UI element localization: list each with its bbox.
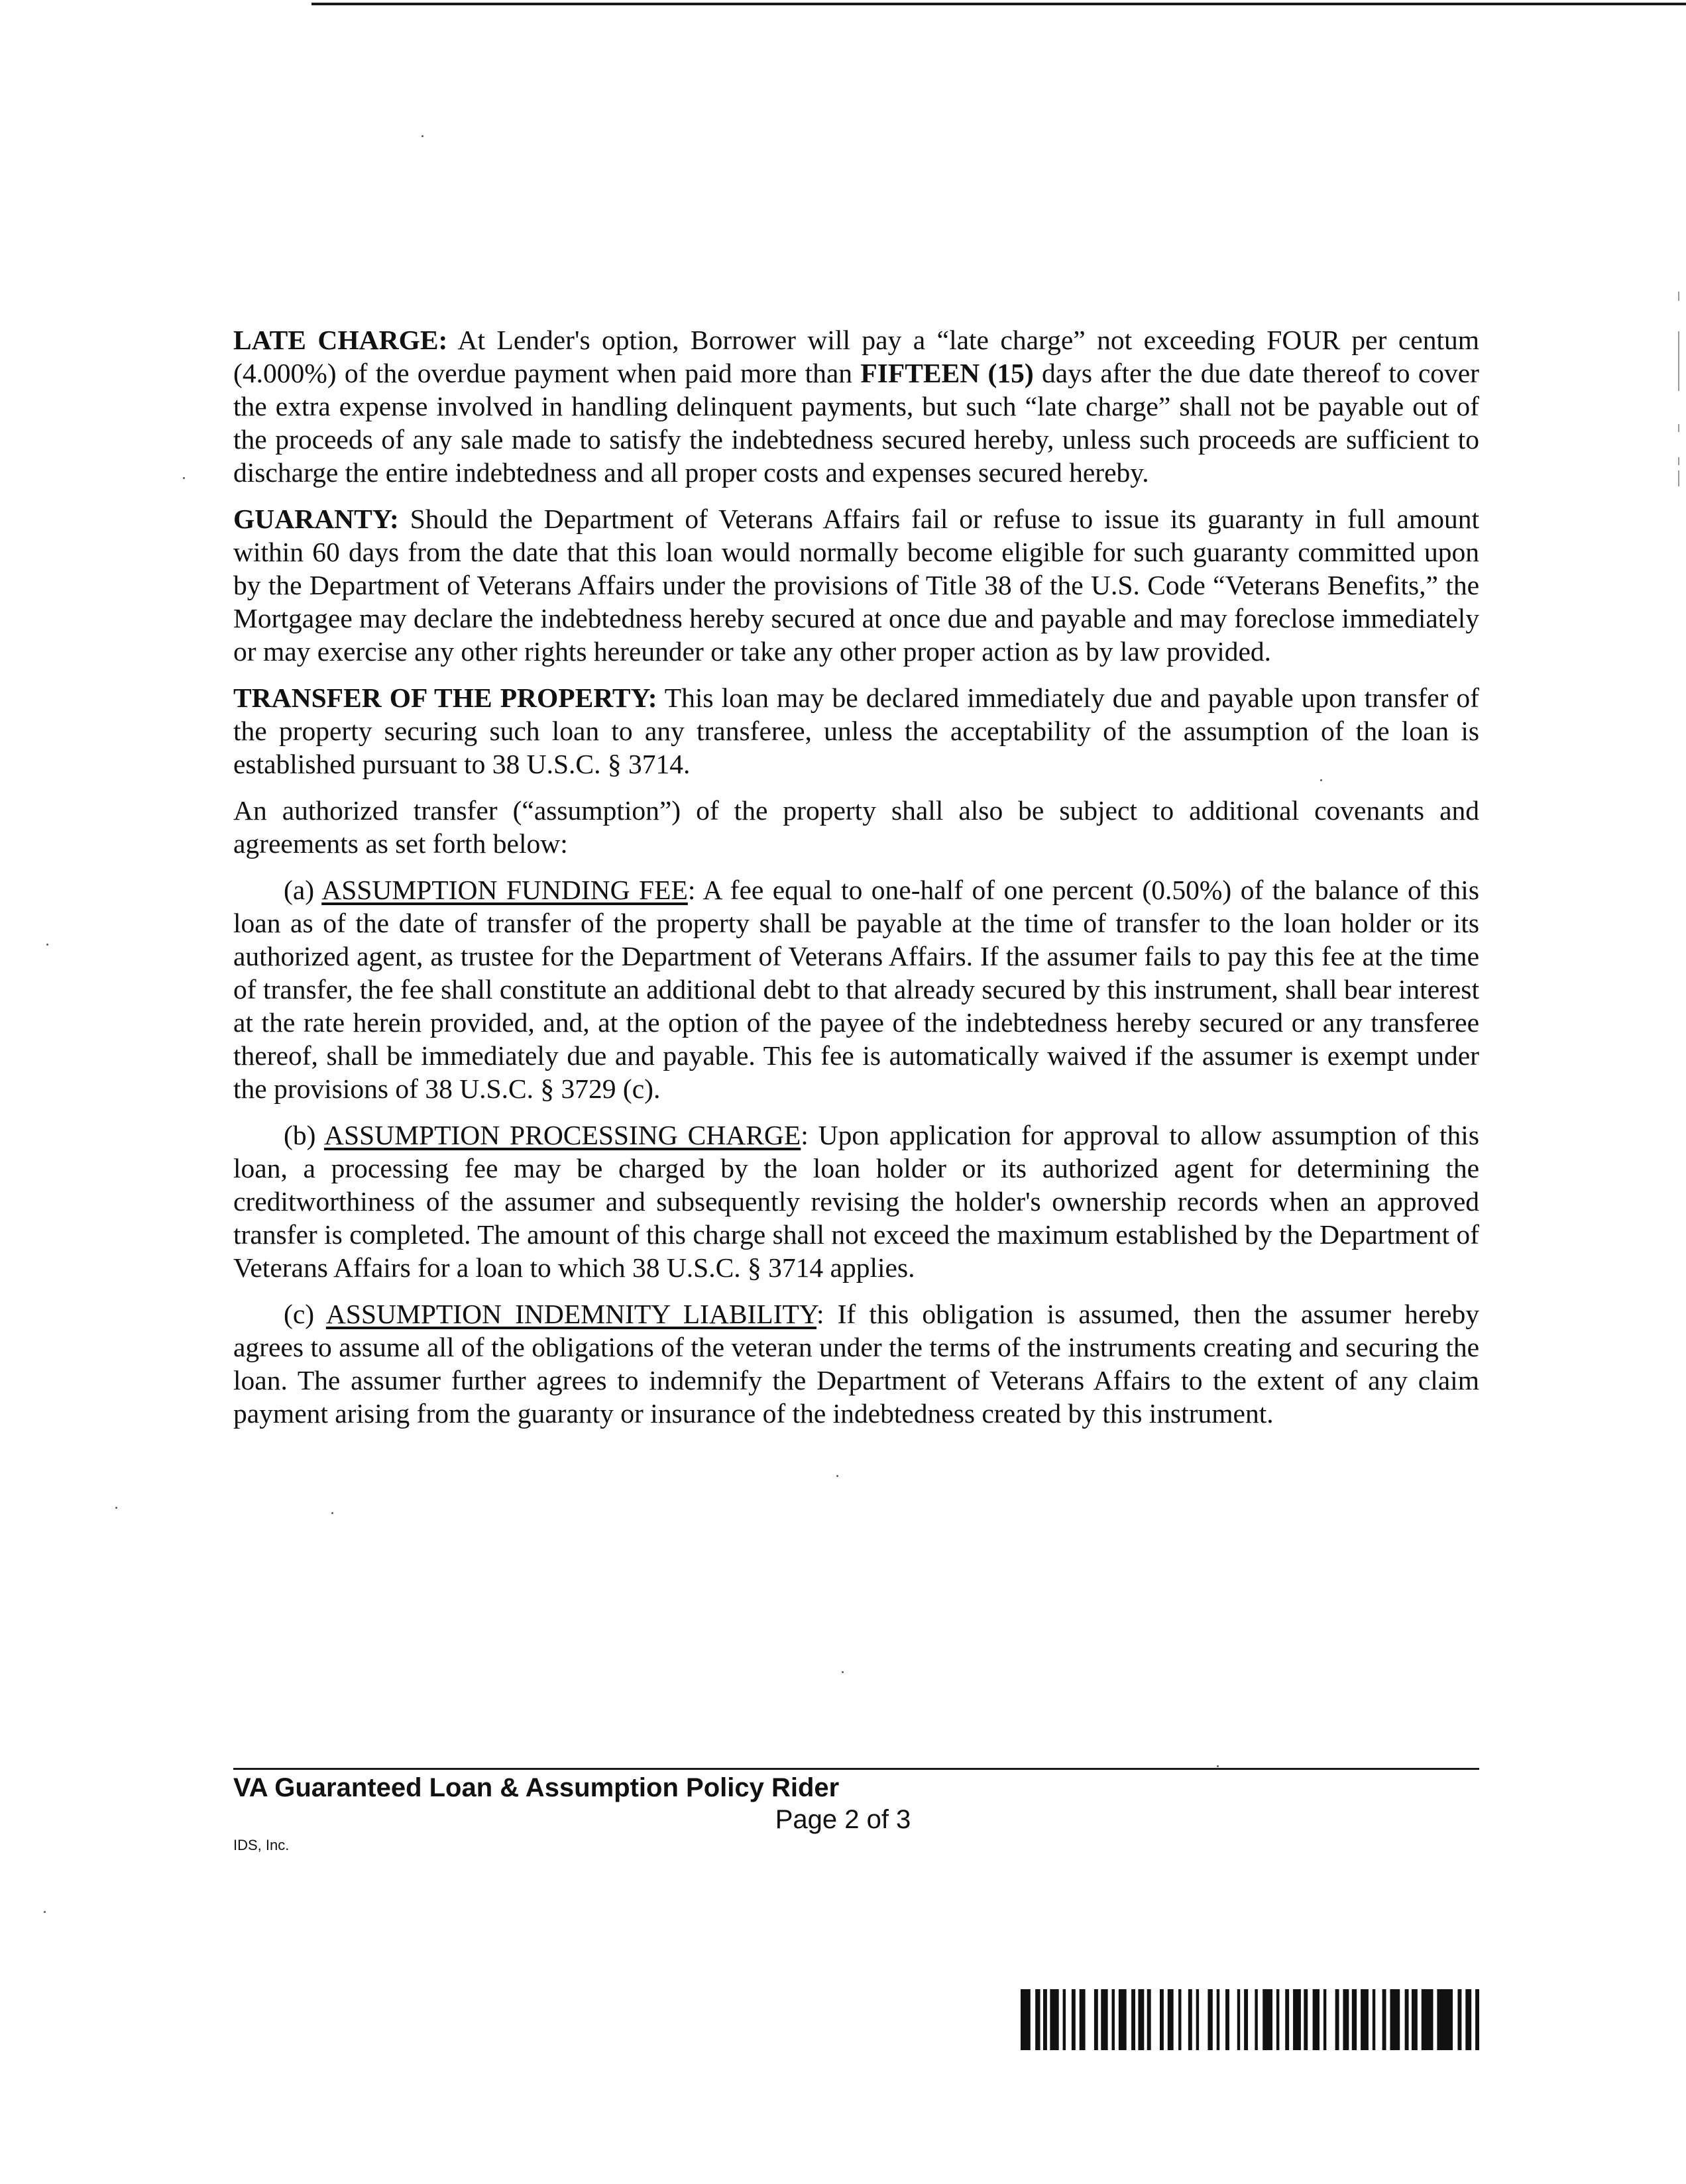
scan-speck [183, 477, 185, 479]
late-charge-paragraph [233, 323, 1479, 489]
clause-text: : Upon application for approval to allow assumption of this loan, a processing fee may be charged by the loan holder or its authorized agent for determining the creditworthiness of the assumer and subsequently revising the holder's ownership records when an approved transfer is completed. The amount of this charge shall not exceed the maximum established by the Department of Veterans Affairs for a loan to which 38 U.S.C. § 3714 applies. [233, 1120, 1479, 1283]
barcode-bar [1361, 1989, 1369, 2050]
late-charge-days: FIFTEEN (15) [860, 358, 1034, 388]
barcode-bar [1119, 1989, 1127, 2050]
barcode-bar [1208, 1989, 1212, 2050]
clause-text: : A fee equal to one-half of one percent (0.50%) of the balance of this loan as of the date of transfer of the property shall be payable at the time of transfer to the loan holder or its authorized agent, as trustee for the Department of Veterans Affairs. If the assumer fails to pay this fee at the time of transfer, the fee shall constitute an additional debt to that already secured by this instrument, shall bear interest at the rate herein provided, and, at the option of the payee of the indebtedness hereby secured or any transferee thereof, shall be immediately due and payable. This fee is automatically waived if the assumer is exempt under the provisions of 38 U.S.C. § 3729 (c). [233, 875, 1479, 1104]
assumption-indemnity-liability-clause [233, 1297, 1479, 1430]
scan-speck [842, 1671, 844, 1673]
barcode-bar [1168, 1989, 1174, 2050]
transfer-heading: TRANSFER OF THE PROPERTY: [233, 682, 657, 713]
scan-edge-mark [1678, 424, 1679, 432]
transfer-paragraph [233, 681, 1479, 781]
assumption-processing-charge-clause [233, 1119, 1479, 1284]
scan-speck [331, 1512, 333, 1514]
barcode-bar [1352, 1989, 1357, 2050]
guaranty-paragraph [233, 502, 1479, 668]
barcode-bar [1382, 1989, 1386, 2050]
footer-company-name: IDS, Inc. [233, 1837, 290, 1853]
barcode-bar [1244, 1989, 1248, 2050]
barcode-bar [1043, 1989, 1047, 2050]
barcode-icon [1021, 1989, 1479, 2050]
footer-page-number: Page 2 of 3 [775, 1805, 911, 1834]
barcode-bar [1072, 1989, 1076, 2050]
scan-speck [422, 135, 423, 137]
barcode-bar [1285, 1989, 1289, 2050]
barcode-bar [1188, 1989, 1192, 2050]
barcode-bar [1293, 1989, 1301, 2050]
scan-speck [836, 1475, 838, 1477]
barcode-bar [1237, 1989, 1240, 2050]
top-border-line [311, 3, 1686, 5]
barcode-bar [1021, 1989, 1031, 2050]
barcode-bar [1112, 1989, 1115, 2050]
scan-edge-mark [1678, 292, 1679, 301]
barcode-bar [1457, 1989, 1461, 2050]
barcode-bar [1465, 1989, 1471, 2050]
barcode-bar [1050, 1989, 1058, 2050]
clause-title: ASSUMPTION PROCESSING CHARGE [323, 1120, 801, 1150]
clause-label: (c) [284, 1299, 326, 1329]
barcode-bar [1422, 1989, 1433, 2050]
late-charge-text: At Lender's option, Borrower will pay a “late charge” not exceeding FOUR per centum (4.000%) of the overdue payment when paid more than [233, 325, 1480, 388]
clause-label: (a) [284, 875, 322, 905]
barcode-bar [1390, 1989, 1400, 2050]
barcode-bar [1063, 1989, 1066, 2050]
assumption-intro-paragraph: An authorized transfer (“assumption”) of the property shall also be subject to additional covenants and agreements as set forth below: [233, 795, 1479, 859]
scan-speck [115, 1507, 117, 1509]
barcode-bar [1437, 1989, 1453, 2050]
late-charge-text-continued: days after the due date thereof to cover the extra expense involved in handling delinquent payments, but such “late charge” shall not be payable out of the proceeds of any sale made to satisfy the indebtedness secured hereby, unless such proceeds are sufficient to discharge the entire indebtedness and all proper costs and expenses secured hereby. [233, 358, 1479, 488]
barcode-bar [1147, 1989, 1151, 2050]
scan-edge-mark [1678, 470, 1679, 486]
guaranty-heading: GUARANTY: [233, 504, 399, 534]
scan-speck [1217, 1765, 1219, 1767]
clause-label: (b) [284, 1120, 324, 1150]
barcode-bar [1475, 1989, 1479, 2050]
barcode-bar [1225, 1989, 1229, 2050]
barcode-bar [1373, 1989, 1375, 2050]
transfer-text: This loan may be declared immediately due and payable upon transfer of the property securing such loan to any transferee, unless the acceptability of the assumption of the loan is established pursuant to 38 U.S.C. § 3714. [233, 682, 1479, 779]
late-charge-heading: LATE CHARGE: [233, 325, 448, 355]
barcode-bar [1412, 1989, 1418, 2050]
barcode-bar [1131, 1989, 1135, 2050]
barcode-bar [1263, 1989, 1272, 2050]
footer-rule [233, 1768, 1479, 1770]
scan-speck [46, 944, 48, 946]
barcode-bar [1313, 1989, 1320, 2050]
scan-speck [44, 1911, 46, 1913]
barcode-bar [1323, 1989, 1326, 2050]
barcode-bar [1276, 1989, 1279, 2050]
rider-body [233, 323, 1479, 1443]
barcode-bar [1335, 1989, 1339, 2050]
clause-title: ASSUMPTION INDEMNITY LIABILITY [325, 1299, 817, 1329]
barcode-bar [1094, 1989, 1098, 2050]
clause-text: : If this obligation is assumed, then the assumer hereby agrees to assume all of the obligations of the veteran under the terms of the instruments creating and securing the loan. The assumer further agrees to indemnify the Department of Veterans Affairs to the extent of any claim payment arising from the guaranty or insurance of the indebtedness created by this instrument. [233, 1299, 1479, 1429]
barcode-bar [1304, 1989, 1308, 2050]
barcode-bar [1160, 1989, 1164, 2050]
barcode-bar [1405, 1989, 1409, 2050]
footer-document-title: VA Guaranteed Loan & Assumption Policy Rider [233, 1773, 840, 1802]
barcode-bar [1255, 1989, 1257, 2050]
barcode-bar [1080, 1989, 1086, 2050]
barcode-bar [1138, 1989, 1144, 2050]
barcode-bar [1101, 1989, 1107, 2050]
barcode-bar [1217, 1989, 1219, 2050]
scan-edge-mark [1678, 457, 1679, 465]
clause-title: ASSUMPTION FUNDING FEE [321, 875, 688, 905]
guaranty-text: Should the Department of Veterans Affairs fail or refuse to issue its guaranty in full amount within 60 days from the date that this loan would normally become eligible for such guaranty committed upon by the Department of Veterans Affairs under the provisions of Title 38 of the U.S. Code “Veterans Benefits,” the Mortgagee may declare the indebtedness hereby secured at once due and payable and may foreclose immediately or may exercise any other rights hereunder or take any other proper action as by law provided. [233, 504, 1479, 667]
barcode-bar [1035, 1989, 1040, 2050]
barcode-bar [1178, 1989, 1181, 2050]
assumption-funding-fee-clause [233, 873, 1479, 1105]
scan-edge-mark [1678, 331, 1679, 391]
barcode-bar [1343, 1989, 1349, 2050]
barcode-bar [1196, 1989, 1199, 2050]
